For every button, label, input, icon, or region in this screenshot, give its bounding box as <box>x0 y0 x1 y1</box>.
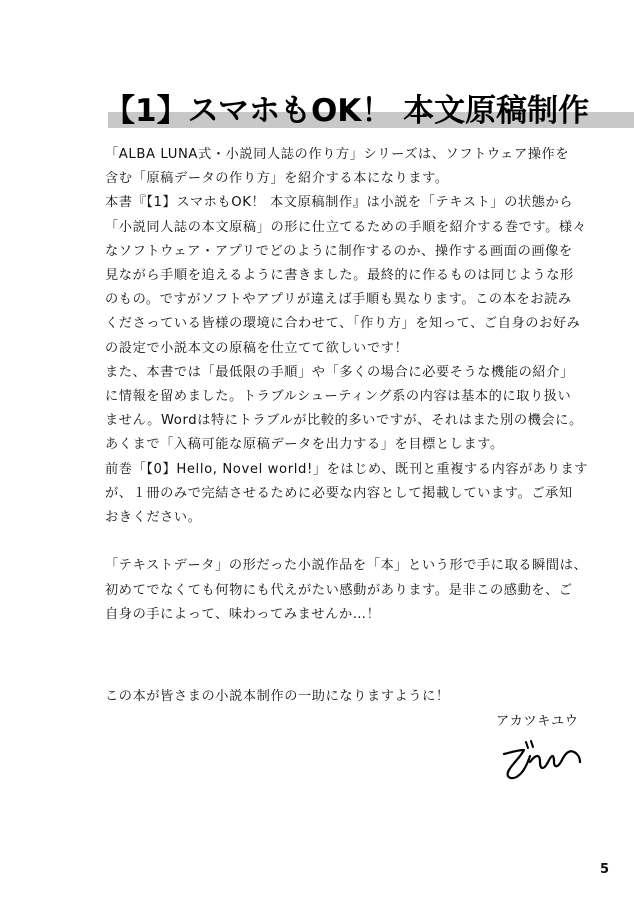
text-line: が、１冊のみで完結させるために必要な内容として掲載しています。ご承知 <box>105 485 573 501</box>
text-line: あくまで「入稿可能な原稿データを出力する」を目標とします。 <box>105 437 504 453</box>
text-line: のもの。ですがソフトやアプリが違えば手順も異なります。この本をお読み <box>105 292 572 308</box>
closing-line: この本が皆さまの小説本制作の一助になりますように！ <box>105 689 450 704</box>
text-line: 「ALBA LUNA式・小説同人誌の作り方」シリーズは、ソフトウェア操作を <box>105 147 570 162</box>
text-line: 初めてでなくても何物にも代えがたい感動があります。是非この感動を、ご <box>105 582 573 598</box>
page-number: 5 <box>600 862 610 877</box>
body-text <box>105 143 589 627</box>
paragraph-spacer <box>105 530 585 554</box>
author-name: アカツキユウ <box>496 714 579 729</box>
text-line: の設定で小説本文の原稿を仕立てて欲しいです！ <box>105 340 409 356</box>
text-line: 前巻「【0】Hello, Novel world!」をはじめ、既刊と重複する内容があります <box>105 461 589 477</box>
text-line: 含む「原稿データの作り方」を紹介する本になります。 <box>105 171 449 187</box>
chapter-title: 【1】スマホもOK！ 本文原稿制作 <box>104 93 590 129</box>
text-line: 自身の手によって、味わってみませんか…！ <box>105 606 381 622</box>
text-line: 見ながら手順を追えるように書きました。最終的に作るものは同じような形 <box>105 268 574 284</box>
text-line: 「小説同人誌の本文原稿」の形に仕立てるための手順を紹介する巻です。様々 <box>105 219 587 235</box>
text-line: に情報を留めました。トラブルシューティング系の内容は基本的に取り扱い <box>105 389 572 405</box>
text-line: おきください。 <box>105 510 202 526</box>
text-line: なソフトウェア・アプリでどのように制作するのか、操作する画面の画像を <box>105 243 573 259</box>
text-line: ません。Wordは特にトラブルが比較的多いですが、それはまた別の機会に。 <box>105 413 583 429</box>
signature-icon <box>500 732 582 784</box>
text-line: 本書『【1】スマホもOK！ 本文原稿制作』は小説を「テキスト」の状態から <box>105 195 574 211</box>
text-line: くださっている皆様の環境に合わせて、「作り方」を知って、ご自身のお好み <box>105 316 581 332</box>
text-line: 「テキストデータ」の形だった小説作品を「本」という形で手に取る瞬間は、 <box>105 558 588 574</box>
text-line: また、本書では「最低限の手順」や「多くの場合に必要そうな機能の紹介」 <box>105 364 574 380</box>
